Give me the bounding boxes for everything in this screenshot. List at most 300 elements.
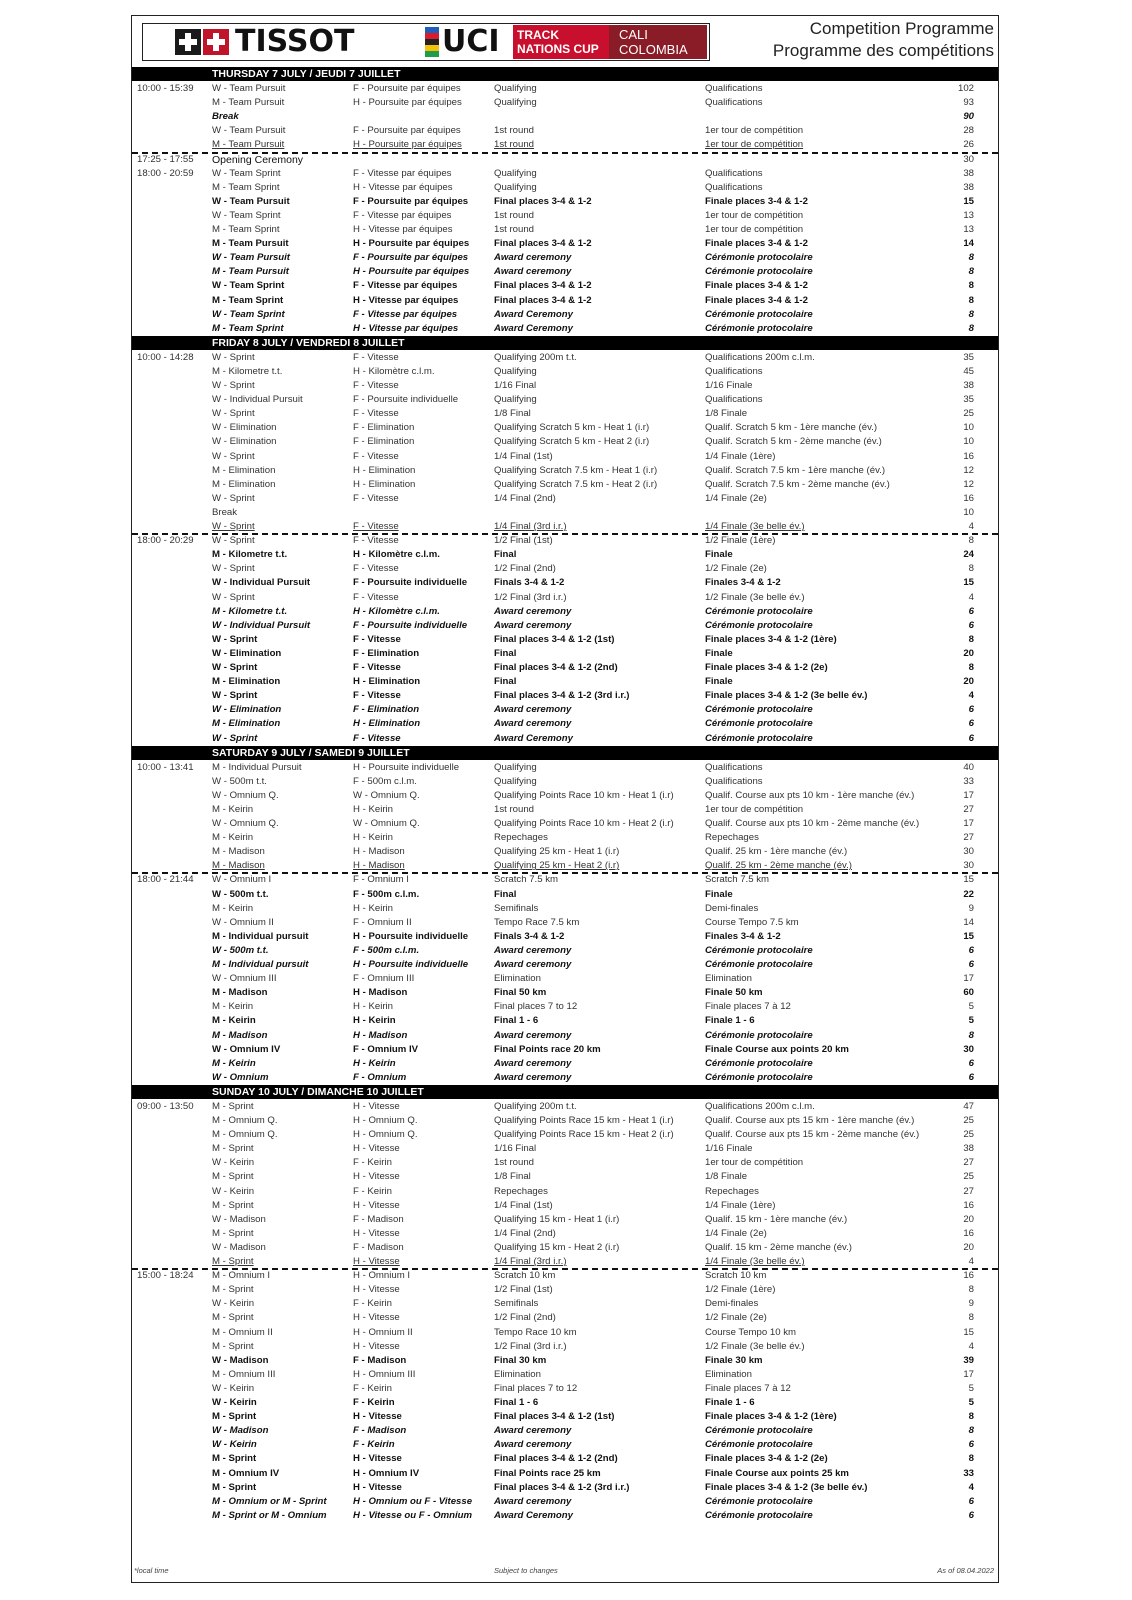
row-duration: 5 — [968, 1015, 974, 1027]
schedule-row — [132, 1382, 998, 1396]
row-round-en: 1/4 Final (2nd) — [494, 1227, 556, 1239]
row-round-fr: Qualifications — [705, 167, 763, 179]
row-event-en: W - Keirin — [212, 1157, 255, 1169]
row-event-en: W - Omnium IV — [212, 1043, 281, 1055]
schedule-row — [132, 703, 998, 717]
row-round-fr: Demi-finales — [705, 1298, 759, 1310]
row-round-en: Final places 3-4 & 1-2 (3rd i.r.) — [494, 1481, 630, 1493]
row-round-en: Final places 3-4 & 1-2 (1st) — [494, 633, 615, 645]
row-event-en: W - Elimination — [212, 436, 277, 448]
schedule-row — [132, 562, 998, 576]
row-event-fr: H - Poursuite individuelle — [353, 959, 469, 970]
row-round-en: Final 1 - 6 — [494, 1397, 539, 1408]
schedule-row — [132, 1424, 998, 1438]
day-header-label: SUNDAY 10 JULY / DIMANCHE 10 JUILLET — [212, 1085, 424, 1098]
row-event-en: M - Elimination — [212, 676, 281, 688]
row-round-fr: Qualifications — [705, 97, 763, 109]
location-city: CALI — [619, 27, 648, 42]
row-round-en: 1/4 Final (2nd) — [494, 492, 556, 504]
row-event-en: W - Individual Pursuit — [212, 394, 303, 406]
row-round-en: Final places 3-4 & 1-2 (1st) — [494, 1411, 615, 1423]
schedule-row — [132, 478, 998, 492]
schedule-row — [132, 506, 998, 520]
row-event-fr: H - Keirin — [353, 832, 393, 844]
row-duration: 8 — [968, 1411, 974, 1423]
row-event-en: W - Sprint — [212, 633, 258, 645]
row-duration: 20 — [963, 1241, 974, 1253]
row-round-fr: Finale 1 - 6 — [705, 1397, 755, 1408]
row-round-fr: Cérémonie protocolaire — [705, 605, 813, 617]
row-round-fr: Finale places 7 à 12 — [705, 1382, 791, 1394]
row-round-en: 1st round — [494, 1157, 535, 1169]
row-duration: 25 — [963, 1129, 974, 1141]
schedule-row — [132, 958, 998, 972]
schedule-row — [132, 1071, 998, 1085]
row-round-fr: Qualifications 200m c.l.m. — [705, 1100, 815, 1112]
row-event-en: M - Elimination — [212, 718, 281, 730]
row-duration: 8 — [968, 1312, 974, 1324]
row-event-fr: H - Poursuite par équipes — [353, 97, 462, 109]
schedule-row — [132, 1297, 998, 1311]
schedule-row — [132, 195, 998, 209]
row-duration: 6 — [968, 704, 974, 716]
schedule-row — [132, 365, 998, 379]
row-duration: 38 — [963, 181, 974, 193]
schedule-row — [132, 1014, 998, 1028]
row-event-fr: H - Vitesse — [353, 1284, 400, 1296]
row-event-fr: H - Elimination — [353, 676, 421, 688]
row-event-en: W - Sprint — [212, 351, 255, 363]
row-round-en: Qualifying — [494, 97, 537, 109]
row-duration: 6 — [968, 732, 974, 744]
row-round-fr: Cérémonie protocolaire — [705, 944, 813, 956]
row-event-en: W - Sprint — [212, 591, 255, 603]
row-event-fr: F - Elimination — [353, 436, 415, 448]
row-event-fr: H - Elimination — [353, 478, 416, 490]
row-event-fr: H - Vitesse — [353, 1453, 402, 1465]
row-round-en: 1/2 Final (1st) — [494, 1284, 553, 1296]
row-round-en: Final — [494, 888, 517, 900]
row-round-fr: 1/16 Finale — [705, 380, 753, 391]
row-event-fr: F - Keirin — [353, 1298, 392, 1310]
schedule-row — [132, 902, 998, 916]
row-time: 18:00 - 21:44 — [137, 874, 194, 886]
row-event-en: W - Keirin — [212, 1397, 257, 1408]
row-event-fr: H - Elimination — [353, 718, 421, 730]
row-event-en: M - Omnium II — [212, 1326, 273, 1338]
row-duration: 8 — [968, 322, 974, 334]
schedule-row — [132, 1283, 998, 1297]
row-event-fr: H - Vitesse — [353, 1411, 402, 1423]
row-duration: 16 — [963, 1199, 974, 1211]
row-round-fr: Finale — [705, 647, 733, 659]
row-duration: 39 — [963, 1354, 974, 1366]
row-duration: 14 — [963, 238, 974, 250]
schedule-row — [132, 916, 998, 930]
schedule-row — [132, 1170, 998, 1184]
schedule-row — [132, 689, 998, 703]
row-round-en: Qualifying Scratch 7.5 km - Heat 1 (i.r) — [494, 464, 658, 476]
footer-subject-to-changes: Subject to changes — [494, 1566, 558, 1575]
row-duration: 30 — [963, 1043, 974, 1055]
schedule-row — [132, 1340, 998, 1354]
row-event-fr: F - Elimination — [353, 647, 420, 659]
row-round-en: Tempo Race 7.5 km — [494, 916, 580, 928]
event-name-badge — [513, 25, 609, 59]
row-duration: 13 — [963, 224, 974, 235]
row-duration: 24 — [963, 549, 974, 561]
row-duration: 17 — [963, 1368, 974, 1380]
schedule-row — [132, 930, 998, 944]
row-round-fr: Finale places 3-4 & 1-2 (2e) — [705, 662, 828, 673]
row-duration: 60 — [963, 987, 974, 999]
row-round-en: Final places 3-4 & 1-2 — [494, 294, 592, 306]
row-duration: 27 — [963, 803, 974, 815]
row-event-fr: H - Vitesse par équipes — [353, 181, 453, 193]
row-event-en: W - Team Pursuit — [212, 252, 291, 264]
row-event-fr: F - Poursuite par équipes — [353, 195, 469, 207]
schedule-row — [132, 82, 998, 96]
schedule-row — [132, 1467, 998, 1481]
row-round-fr: Repechages — [705, 1185, 759, 1197]
row-round-fr: Cérémonie protocolaire — [705, 732, 813, 744]
footer-local-time: *local time — [134, 1566, 169, 1575]
row-duration: 30 — [963, 153, 974, 165]
row-event-fr: H - Elimination — [353, 464, 416, 476]
row-event-fr: F - Poursuite par équipes — [353, 125, 461, 137]
schedule-row — [132, 393, 998, 407]
uci-rainbow-icon — [425, 27, 439, 57]
row-event-en: W - Sprint — [212, 450, 255, 462]
row-event-fr: F - Vitesse — [353, 521, 399, 532]
row-duration: 22 — [963, 888, 974, 900]
row-event-fr: F - Elimination — [353, 422, 415, 434]
row-round-fr: Qualifications — [705, 181, 763, 193]
schedule-row — [132, 1043, 998, 1057]
schedule-row — [132, 1255, 998, 1269]
row-round-en: Qualifying 25 km - Heat 1 (i.r) — [494, 846, 620, 858]
row-duration: 90 — [963, 111, 974, 123]
schedule-row — [132, 1368, 998, 1382]
row-time: 15:00 - 18:24 — [137, 1270, 194, 1282]
schedule-row — [132, 944, 998, 958]
row-round-en: 1/4 Final (1st) — [494, 450, 553, 462]
row-event-fr: H - Omnium Q. — [353, 1115, 418, 1126]
row-round-fr: Elimination — [705, 973, 752, 985]
schedule-row — [132, 1199, 998, 1213]
row-round-fr: 1/8 Finale — [705, 408, 748, 420]
row-event-en: W - Madison — [212, 1354, 269, 1366]
row-round-fr: 1/2 Finale (2e) — [705, 563, 767, 575]
row-event-en: M - Team Sprint — [212, 294, 284, 306]
row-duration: 40 — [963, 761, 974, 773]
programme-frame — [131, 15, 999, 1583]
schedule-row — [132, 1269, 998, 1283]
row-round-en: Qualifying 25 km - Heat 2 (i.r) — [494, 860, 620, 872]
row-round-fr: Finale places 3-4 & 1-2 — [705, 280, 808, 292]
schedule-row — [132, 464, 998, 478]
row-event-en: M - Individual pursuit — [212, 930, 309, 942]
row-duration: 8 — [968, 535, 974, 547]
row-round-fr: Qualif. 15 km - 1ère manche (év.) — [705, 1213, 848, 1225]
row-event-fr: F - Madison — [353, 1241, 404, 1253]
row-time: 09:00 - 13:50 — [137, 1100, 194, 1112]
tissot-wordmark: TISSOT — [235, 24, 355, 59]
row-round-fr: 1/2 Finale (1ère) — [705, 1284, 776, 1296]
schedule-row — [132, 1128, 998, 1142]
row-event-fr: F - Omnium III — [353, 973, 415, 985]
row-event-fr: H - Poursuite individuelle — [353, 930, 469, 942]
row-round-fr: Finales 3-4 & 1-2 — [705, 577, 781, 589]
row-event-fr: F - Elimination — [353, 704, 420, 716]
row-event-fr: H - Vitesse — [353, 1143, 400, 1155]
row-round-en: Qualifying Scratch 5 km - Heat 1 (i.r) — [494, 422, 650, 434]
row-duration: 4 — [968, 1340, 974, 1352]
row-round-fr: Qualif. Course aux pts 10 km - 1ère manche (év.) — [705, 789, 915, 801]
row-round-fr: Finale 1 - 6 — [705, 1015, 755, 1027]
schedule-row — [132, 1481, 998, 1495]
schedule-row — [132, 279, 998, 293]
row-round-en: Final places 3-4 & 1-2 — [494, 280, 592, 292]
row-duration: 8 — [968, 1284, 974, 1296]
row-round-en: 1st round — [494, 224, 535, 235]
header — [132, 16, 998, 66]
location-badge — [609, 25, 707, 59]
row-event-fr: H - Vitesse — [353, 1340, 400, 1352]
row-event-fr: F - Vitesse — [353, 690, 401, 702]
row-event-en: M - Elimination — [212, 464, 276, 476]
row-event-en: M - Team Pursuit — [212, 266, 289, 278]
row-duration: 33 — [963, 1467, 974, 1479]
row-round-en: Award Ceremony — [494, 1509, 573, 1521]
row-round-en: 1/16 Final — [494, 1143, 537, 1155]
row-event-fr: H - Keirin — [353, 1001, 393, 1013]
row-round-en: Final 1 - 6 — [494, 1015, 539, 1027]
row-round-fr: Finales 3-4 & 1-2 — [705, 930, 781, 942]
row-time: 17:25 - 17:55 — [137, 153, 194, 165]
row-round-en: Award ceremony — [494, 959, 572, 970]
row-event-en: M - Madison — [212, 1029, 268, 1041]
row-round-en: Award ceremony — [494, 704, 572, 716]
row-round-fr: Cérémonie protocolaire — [705, 1057, 813, 1069]
row-event-fr: H - Madison — [353, 860, 405, 872]
row-round-fr: Cérémonie protocolaire — [705, 1495, 813, 1507]
schedule-row — [132, 803, 998, 817]
row-duration: 33 — [963, 775, 974, 787]
row-duration: 6 — [968, 944, 974, 956]
schedule-row — [132, 1326, 998, 1340]
row-round-en: Final places 3-4 & 1-2 — [494, 238, 592, 250]
row-event-en: W - 500m t.t. — [212, 775, 267, 787]
row-round-en: Final Points race 20 km — [494, 1043, 601, 1055]
row-duration: 4 — [968, 1256, 974, 1267]
row-round-fr: 1/4 Finale (2e) — [705, 1227, 767, 1239]
row-event-en: W - Omnium III — [212, 973, 277, 985]
row-event-fr: H - Omnium Q. — [353, 1129, 418, 1141]
row-duration: 6 — [968, 1439, 974, 1451]
row-round-en: 1/2 Final (3rd i.r.) — [494, 1340, 567, 1352]
row-event-en: M - Sprint — [212, 1100, 254, 1112]
row-round-fr: 1/4 Finale (1ère) — [705, 450, 776, 462]
page-title — [773, 18, 994, 62]
row-round-fr: 1/8 Finale — [705, 1171, 748, 1183]
row-round-fr: 1/2 Finale (3e belle év.) — [705, 591, 805, 603]
row-round-fr: Cérémonie protocolaire — [705, 266, 813, 278]
row-round-fr: 1/4 Finale (3e belle év.) — [705, 1256, 805, 1267]
row-event-fr: W - Omnium Q. — [353, 789, 420, 801]
row-event-en: W - Individual Pursuit — [212, 619, 311, 631]
row-event-en: M - Omnium or M - Sprint — [212, 1495, 327, 1507]
row-event-fr: F - 500m c.l.m. — [353, 775, 417, 787]
row-round-en: Award ceremony — [494, 619, 572, 631]
row-event-fr: H - Vitesse — [353, 1199, 400, 1211]
row-event-fr: F - Vitesse — [353, 662, 401, 673]
row-round-en: Final places 3-4 & 1-2 (2nd) — [494, 662, 618, 673]
row-event-fr: F - Poursuite par équipes — [353, 83, 461, 94]
row-round-en: Qualifying — [494, 365, 537, 377]
row-round-fr: 1er tour de compétition — [705, 224, 804, 235]
row-event-en: W - Sprint — [212, 521, 255, 532]
row-duration: 8 — [968, 1425, 974, 1437]
row-round-fr: 1er tour de compétition — [705, 803, 804, 815]
row-event-en: M - Keirin — [212, 1001, 254, 1013]
row-event-en: M - Sprint — [212, 1256, 254, 1267]
schedule-row — [132, 265, 998, 279]
row-duration: 35 — [963, 394, 974, 406]
row-round-en: Semifinals — [494, 1298, 539, 1310]
uci-wordmark: UCI — [442, 24, 500, 59]
row-round-fr: Qualif. Course aux pts 15 km - 2ème manche (év.) — [705, 1129, 920, 1141]
row-event-fr: H - Vitesse par équipes — [353, 224, 453, 235]
row-event-fr: F - Omnium IV — [353, 1043, 419, 1055]
row-event-fr: H - Kilomètre c.l.m. — [353, 549, 440, 561]
schedule-row — [132, 633, 998, 647]
row-duration: 25 — [963, 408, 974, 420]
row-event-en: M - Sprint — [212, 1411, 257, 1423]
row-event-en: W - Omnium Q. — [212, 818, 279, 829]
row-event-en: W - Sprint — [212, 380, 255, 391]
row-round-en: Award ceremony — [494, 1057, 572, 1069]
row-round-en: Tempo Race 10 km — [494, 1326, 577, 1338]
row-round-en: Scratch 10 km — [494, 1270, 556, 1282]
schedule-row — [132, 647, 998, 661]
row-duration: 16 — [963, 1270, 974, 1282]
row-round-en: 1st round — [494, 125, 535, 137]
schedule-row — [132, 1156, 998, 1170]
event-name-line1: TRACK — [517, 28, 559, 42]
row-event-fr: H - Omnium IV — [353, 1467, 420, 1479]
row-round-en: Qualifying 15 km - Heat 1 (i.r) — [494, 1213, 620, 1225]
row-event-fr: H - Keirin — [353, 1015, 396, 1027]
row-round-en: Repechages — [494, 832, 548, 844]
row-event-fr: H - Madison — [353, 1029, 408, 1041]
row-duration: 6 — [968, 619, 974, 631]
row-duration: 93 — [963, 97, 974, 109]
row-round-en: Award ceremony — [494, 1071, 572, 1083]
row-round-fr: Qualif. 25 km - 2ème manche (év.) — [705, 860, 852, 872]
row-round-en: Finals 3-4 & 1-2 — [494, 577, 565, 589]
row-duration: 6 — [968, 718, 974, 730]
day-header — [132, 1085, 998, 1099]
row-round-en: Award ceremony — [494, 1439, 572, 1451]
row-round-en: 1/4 Final (3rd i.r.) — [494, 521, 567, 532]
row-duration: 4 — [968, 1481, 974, 1493]
schedule-row — [132, 548, 998, 562]
row-event-en: W - Elimination — [212, 647, 282, 659]
row-round-en: Award ceremony — [494, 605, 572, 617]
location-country: COLOMBIA — [619, 42, 688, 57]
row-round-fr: 1/2 Finale (3e belle év.) — [705, 1340, 805, 1352]
row-round-fr: Finale places 7 à 12 — [705, 1001, 791, 1013]
row-duration: 15 — [963, 874, 974, 886]
schedule-row — [132, 237, 998, 251]
row-event-fr: H - Omnium III — [353, 1368, 416, 1380]
row-duration: 9 — [968, 1298, 974, 1310]
schedule-row — [132, 251, 998, 265]
row-event-fr: H - Poursuite par équipes — [353, 266, 470, 278]
row-event-en: W - Team Sprint — [212, 209, 281, 221]
schedule-row — [132, 351, 998, 365]
row-round-en: Qualifying Points Race 10 km - Heat 1 (i.r) — [494, 789, 674, 801]
row-event-en: M - Sprint — [212, 1481, 257, 1493]
row-duration: 30 — [963, 846, 974, 858]
row-duration: 16 — [963, 492, 974, 504]
title-english: Competition Programme — [809, 19, 994, 38]
row-round-en: Qualifying 200m t.t. — [494, 351, 577, 363]
schedule-row — [132, 209, 998, 223]
schedule-row — [132, 591, 998, 605]
row-duration: 14 — [963, 916, 974, 928]
row-event-en: M - Madison — [212, 846, 265, 858]
row-event-fr: H - Vitesse — [353, 1256, 400, 1267]
row-duration: 25 — [963, 1115, 974, 1126]
row-event-en: W - Elimination — [212, 422, 277, 434]
row-time: 10:00 - 13:41 — [137, 761, 194, 773]
row-round-fr: Cérémonie protocolaire — [705, 308, 813, 320]
row-event-en: W - Madison — [212, 1425, 269, 1437]
schedule-row — [132, 732, 998, 746]
row-round-en: Award Ceremony — [494, 308, 573, 320]
row-duration: 10 — [963, 422, 974, 434]
day-header-label: THURSDAY 7 JULY / JEUDI 7 JUILLET — [212, 68, 401, 80]
row-duration: 8 — [968, 662, 974, 673]
row-round-fr: 1/4 Finale (2e) — [705, 492, 767, 504]
row-event-fr: H - Keirin — [353, 902, 393, 914]
row-event-fr: H - Vitesse ou F - Omnium — [353, 1509, 473, 1521]
row-round-en: Award ceremony — [494, 1495, 572, 1507]
row-round-en: Scratch 7.5 km — [494, 874, 558, 886]
row-event-en: M - Keirin — [212, 832, 254, 844]
row-round-en: 1/16 Final — [494, 380, 537, 391]
row-round-en: Qualifying Scratch 7.5 km - Heat 2 (i.r) — [494, 478, 658, 490]
schedule-row — [132, 96, 998, 110]
row-round-fr: Finale places 3-4 & 1-2 (2e) — [705, 1453, 828, 1465]
row-round-fr: Qualif. Scratch 7.5 km - 1ère manche (év.) — [705, 464, 886, 476]
row-time: 10:00 - 14:28 — [137, 351, 194, 363]
row-round-fr: 1er tour de compétition — [705, 209, 804, 221]
row-round-fr: Finale — [705, 549, 733, 561]
row-round-fr: 1/4 Finale (3e belle év.) — [705, 521, 805, 532]
row-round-fr: Qualif. Course aux pts 15 km - 1ère manche (év.) — [705, 1115, 915, 1126]
row-event-fr: F - 500m c.l.m. — [353, 888, 420, 900]
row-round-en: Final places 7 to 12 — [494, 1382, 578, 1394]
row-round-en: Final 50 km — [494, 987, 547, 999]
row-event-en: Opening Ceremony — [212, 153, 304, 166]
row-event-en: W - Team Pursuit — [212, 125, 286, 137]
row-duration: 6 — [968, 959, 974, 970]
schedule-row — [132, 831, 998, 845]
row-event-en: W - Sprint — [212, 690, 258, 702]
